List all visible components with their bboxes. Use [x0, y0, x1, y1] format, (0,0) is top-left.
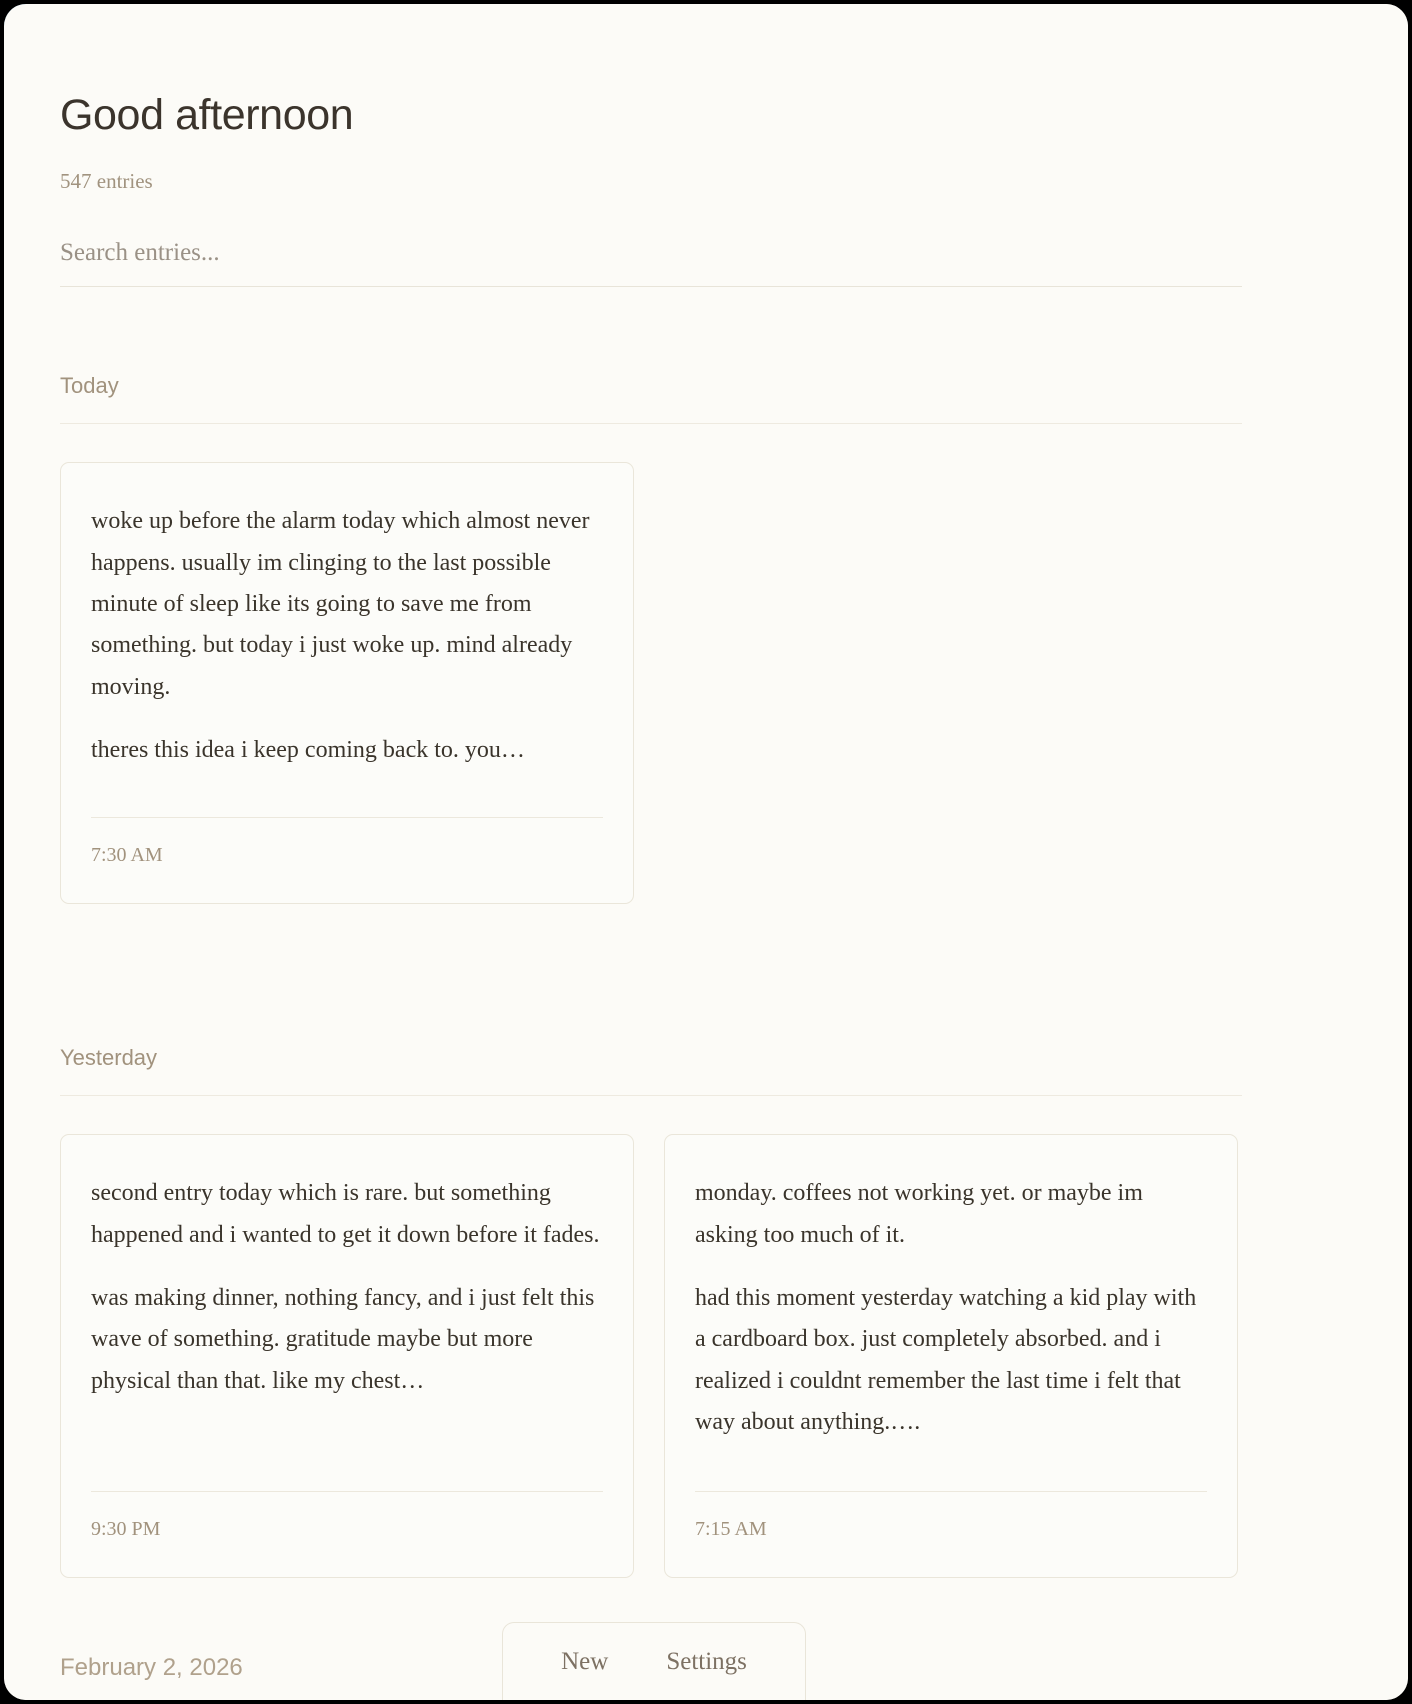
entry-body	[91, 501, 603, 817]
entry-paragraph: had this moment yesterday watching a kid play with a cardboard box. just completely absorbed. and i realized i couldnt remember the last time i felt that way about anything.….	[695, 1285, 1197, 1435]
entry-card[interactable]	[60, 462, 634, 904]
page-content	[60, 4, 1294, 1578]
journal-page	[4, 4, 1408, 1700]
entry-paragraph: theres this idea i keep coming back to. you…	[91, 736, 525, 763]
section-header-today: Today	[60, 373, 1242, 424]
settings-button[interactable]: Settings	[664, 1644, 749, 1680]
entry-footer	[695, 1491, 1207, 1577]
current-date: February 2, 2026	[60, 1654, 243, 1681]
section-header-yesterday: Yesterday	[60, 1045, 1242, 1096]
entry-footer	[91, 817, 603, 903]
entry-count: 547 entries	[60, 169, 153, 194]
entry-body	[91, 1173, 603, 1491]
entry-paragraph: was making dinner, nothing fancy, and i just felt this wave of something. gratitude maybe but more physical than that. like my chest…	[91, 1285, 595, 1394]
entry-timestamp: 7:15 AM	[695, 1518, 767, 1541]
entry-timestamp: 9:30 PM	[91, 1518, 161, 1541]
new-entry-button[interactable]: New	[559, 1644, 610, 1680]
entry-card[interactable]	[60, 1134, 634, 1578]
search-field-wrapper	[60, 238, 1242, 287]
search-input[interactable]	[60, 238, 1242, 268]
bottom-toolbar	[502, 1622, 806, 1700]
entry-paragraph: second entry today which is rare. but something happened and i wanted to get it down before it fades.	[91, 1180, 600, 1248]
entry-timestamp: 7:30 AM	[91, 844, 163, 867]
section-yesterday	[60, 1045, 1294, 1578]
page-title: Good afternoon	[60, 91, 354, 139]
entry-list-today	[60, 462, 1294, 904]
entry-card[interactable]	[664, 1134, 1238, 1578]
section-today	[60, 373, 1294, 904]
entry-paragraph: monday. coffees not working yet. or maybe im asking too much of it.	[695, 1180, 1143, 1248]
entry-list-yesterday	[60, 1134, 1294, 1578]
entry-body	[695, 1173, 1207, 1491]
app-surface	[4, 4, 1408, 1700]
entry-paragraph: woke up before the alarm today which almost never happens. usually im clinging to the last possible minute of sleep like its going to save me from something. but today i just woke up. mind already moving.	[91, 508, 590, 700]
entry-footer	[91, 1491, 603, 1577]
